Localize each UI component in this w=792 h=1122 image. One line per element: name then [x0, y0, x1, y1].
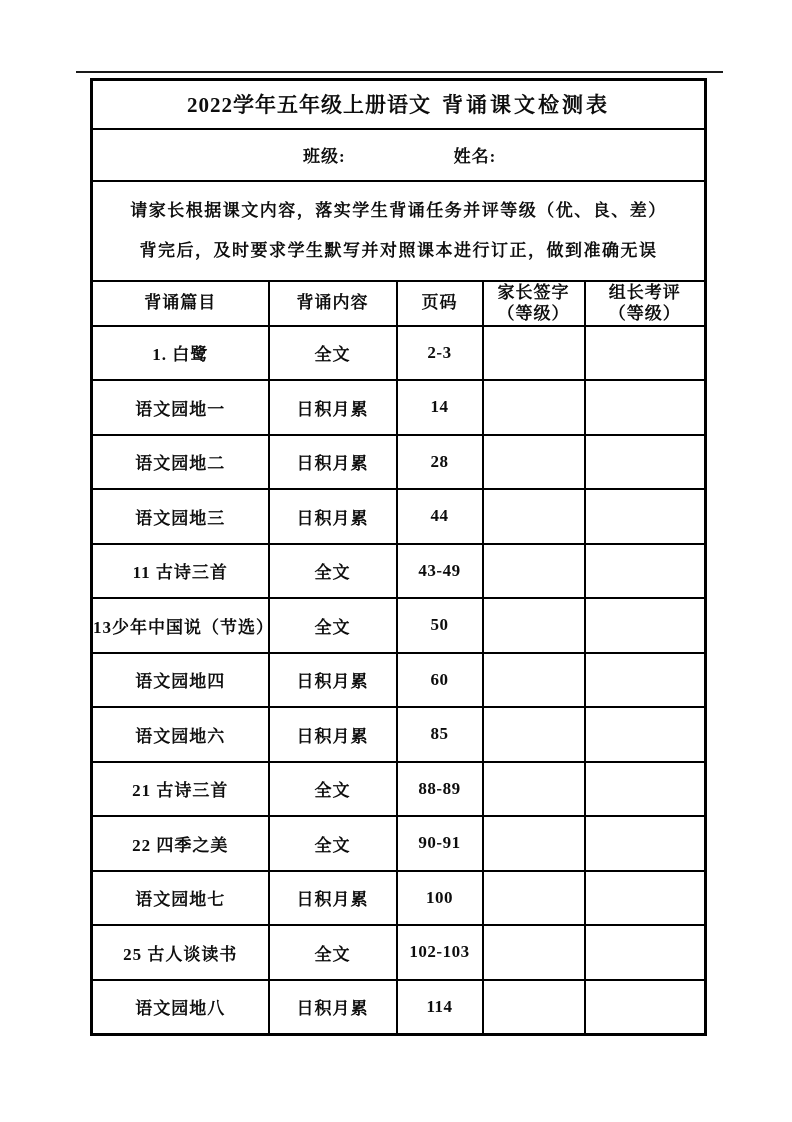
recite-item-cell: 21 古诗三首	[92, 762, 269, 817]
column-header-page-number: 页码	[397, 281, 483, 326]
leader-review-cell	[585, 871, 706, 926]
table-row	[92, 326, 706, 381]
page-number-cell: 2-3	[397, 326, 483, 381]
recite-item-cell: 25 古人谈读书	[92, 925, 269, 980]
page-number-cell: 100	[397, 871, 483, 926]
page-number-cell: 60	[397, 653, 483, 708]
recite-item-cell: 22 四季之美	[92, 816, 269, 871]
leader-review-cell	[585, 707, 706, 762]
table-row	[92, 598, 706, 653]
column-header-recite-item: 背诵篇目	[92, 281, 269, 326]
parent-signature-cell	[483, 816, 585, 871]
leader-review-cell	[585, 816, 706, 871]
page-number-cell: 14	[397, 380, 483, 435]
table-row	[92, 762, 706, 817]
leader-review-cell	[585, 598, 706, 653]
recitation-check-table	[90, 78, 707, 1036]
table-row	[92, 544, 706, 599]
page-number-cell: 44	[397, 489, 483, 544]
table-row	[92, 435, 706, 490]
page-number-cell: 90-91	[397, 816, 483, 871]
class-label: 班级:	[303, 147, 346, 166]
table-row	[92, 925, 706, 980]
title-course-part: 2022学年五年级上册语文	[187, 93, 432, 118]
name-label: 姓名:	[453, 147, 497, 166]
page-number-cell: 28	[397, 435, 483, 490]
recite-content-cell: 日积月累	[269, 435, 397, 490]
instructions-line-1: 请家长根据课文内容，落实学生背诵任务并评等级（优、良、差）	[130, 201, 667, 220]
parent-signature-cell	[483, 326, 585, 381]
table-row	[92, 980, 706, 1035]
leader-review-cell	[585, 925, 706, 980]
leader-review-cell	[585, 380, 706, 435]
recite-content-cell: 全文	[269, 925, 397, 980]
page-number-cell: 114	[397, 980, 483, 1035]
parent-signature-cell	[483, 598, 585, 653]
table-row	[92, 707, 706, 762]
recite-item-cell: 语文园地六	[92, 707, 269, 762]
table-row	[92, 380, 706, 435]
title-form-part: 背诵课文检测表	[442, 93, 611, 118]
table-row	[92, 489, 706, 544]
recite-item-cell: 语文园地八	[92, 980, 269, 1035]
recite-content-cell: 日积月累	[269, 489, 397, 544]
page-number-cell: 88-89	[397, 762, 483, 817]
parent-signature-cell	[483, 707, 585, 762]
table-row	[92, 653, 706, 708]
recite-item-cell: 11 古诗三首	[92, 544, 269, 599]
page-title	[92, 80, 706, 129]
page-header-rule	[76, 71, 723, 73]
recite-content-cell: 日积月累	[269, 707, 397, 762]
parent-signature-cell	[483, 489, 585, 544]
page-number-cell: 43-49	[397, 544, 483, 599]
recite-content-cell: 全文	[269, 816, 397, 871]
recite-item-cell: 语文园地一	[92, 380, 269, 435]
leader-review-cell	[585, 544, 706, 599]
parent-signature-cell	[483, 925, 585, 980]
recite-content-cell: 全文	[269, 326, 397, 381]
recite-item-cell: 1. 白鹭	[92, 326, 269, 381]
column-header-row	[92, 281, 706, 326]
recite-content-cell: 全文	[269, 544, 397, 599]
recite-content-cell: 全文	[269, 598, 397, 653]
recite-content-cell: 日积月累	[269, 380, 397, 435]
title-row	[92, 80, 706, 129]
column-header-parent-signature: 家长签字 （等级）	[483, 281, 585, 326]
parent-signature-cell	[483, 435, 585, 490]
recite-item-cell: 语文园地二	[92, 435, 269, 490]
column-header-leader-review: 组长考评 （等级）	[585, 281, 706, 326]
instructions-row	[92, 181, 706, 281]
recite-content-cell: 日积月累	[269, 871, 397, 926]
leader-review-cell	[585, 326, 706, 381]
parent-signature-cell	[483, 980, 585, 1035]
column-header-recite-content: 背诵内容	[269, 281, 397, 326]
parent-signature-cell	[483, 653, 585, 708]
leader-review-cell	[585, 980, 706, 1035]
recite-content-cell: 全文	[269, 762, 397, 817]
class-name-cell	[92, 129, 706, 181]
table-row	[92, 816, 706, 871]
instructions-line-2: 背完后，及时要求学生默写并对照课本进行订正，做到准确无误	[139, 241, 658, 260]
page-number-cell: 85	[397, 707, 483, 762]
leader-review-cell	[585, 653, 706, 708]
recite-item-cell: 语文园地三	[92, 489, 269, 544]
recite-item-cell: 13少年中国说（节选）	[92, 598, 269, 653]
class-name-row	[92, 129, 706, 181]
recite-item-cell: 语文园地七	[92, 871, 269, 926]
instructions-cell	[92, 181, 706, 281]
leader-review-cell	[585, 435, 706, 490]
recite-content-cell: 日积月累	[269, 980, 397, 1035]
recite-content-cell: 日积月累	[269, 653, 397, 708]
parent-signature-cell	[483, 544, 585, 599]
parent-signature-cell	[483, 380, 585, 435]
page-number-cell: 50	[397, 598, 483, 653]
page-number-cell: 102-103	[397, 925, 483, 980]
leader-review-cell	[585, 762, 706, 817]
parent-signature-cell	[483, 762, 585, 817]
leader-review-cell	[585, 489, 706, 544]
parent-signature-cell	[483, 871, 585, 926]
recite-item-cell: 语文园地四	[92, 653, 269, 708]
table-row	[92, 871, 706, 926]
